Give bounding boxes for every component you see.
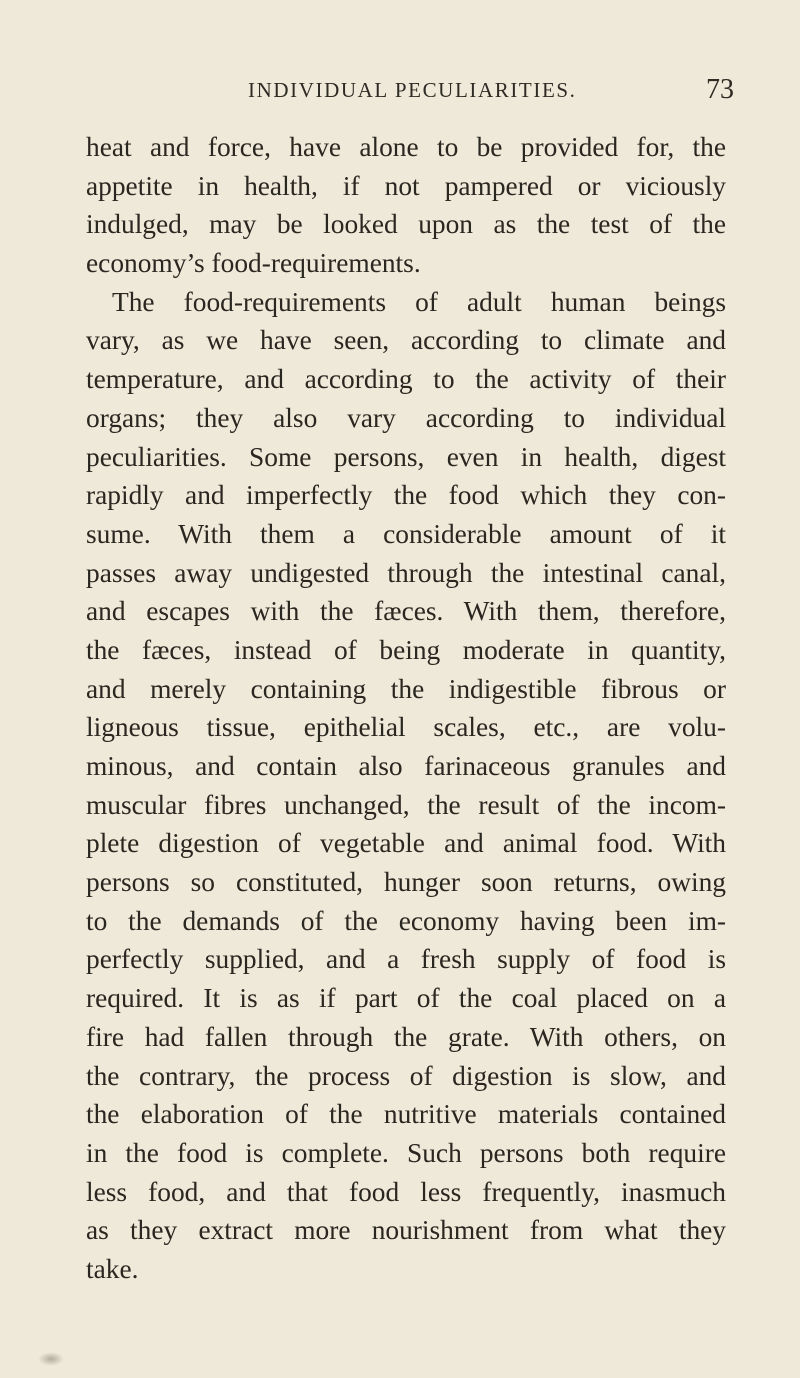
text-line: and escapes with the fæces. With them, therefore, bbox=[86, 596, 726, 627]
text-line: fire had fallen through the grate. With others, on bbox=[86, 1021, 726, 1052]
text-line: persons so constituted, hunger soon returns, owing bbox=[86, 867, 726, 898]
running-head: INDIVIDUAL PECULIARITIES. bbox=[248, 78, 577, 102]
text-line: as they extract more nourishment from what they bbox=[86, 1215, 726, 1246]
text-line: the contrary, the process of digestion is slow, and bbox=[86, 1060, 726, 1091]
body-text bbox=[86, 128, 726, 1289]
text-line: peculiarities. Some persons, even in health, digest bbox=[86, 441, 726, 472]
text-line: economy’s food-requirements. bbox=[86, 248, 421, 279]
text-line: heat and force, have alone to be provided for, the bbox=[86, 132, 726, 162]
text-line: vary, as we have seen, according to climate and bbox=[86, 325, 726, 356]
text-line: minous, and contain also farinaceous granules and bbox=[86, 751, 726, 781]
text-line: organs; they also vary according to individual bbox=[86, 402, 726, 433]
text-line: The food-requirements of adult human beings bbox=[112, 286, 726, 317]
text-line: temperature, and according to the activity of their bbox=[86, 364, 726, 395]
text-line: sume. With them a considerable amount of it bbox=[86, 518, 726, 549]
text-line: rapidly and imperfectly the food which they con- bbox=[86, 480, 726, 511]
text-line: muscular fibres unchanged, the result of the incom- bbox=[86, 789, 726, 820]
text-line: perfectly supplied, and a fresh supply of food is bbox=[86, 944, 726, 975]
text-line: the elaboration of the nutritive materials contained bbox=[86, 1099, 726, 1130]
text-line: take. bbox=[86, 1253, 139, 1284]
text-line: appetite in health, if not pampered or viciously bbox=[86, 170, 726, 201]
text-line: ligneous tissue, epithelial scales, etc., are volu- bbox=[86, 712, 726, 743]
text-line: plete digestion of vegetable and animal food. With bbox=[86, 828, 726, 859]
text-line: in the food is complete. Such persons both require bbox=[86, 1137, 726, 1168]
text-line: the fæces, instead of being moderate in quantity, bbox=[86, 634, 726, 665]
text-line: required. It is as if part of the coal placed on a bbox=[86, 983, 726, 1014]
text-line: and merely containing the indigestible fibrous or bbox=[86, 673, 726, 704]
ink-smudge bbox=[38, 1352, 64, 1366]
text-line: less food, and that food less frequently, inasmuch bbox=[86, 1176, 726, 1207]
text-line: to the demands of the economy having been im- bbox=[86, 905, 726, 936]
text-line: indulged, may be looked upon as the test of the bbox=[86, 209, 726, 240]
page-number: 73 bbox=[706, 74, 734, 105]
text-line: passes away undigested through the intestinal canal, bbox=[86, 557, 726, 588]
